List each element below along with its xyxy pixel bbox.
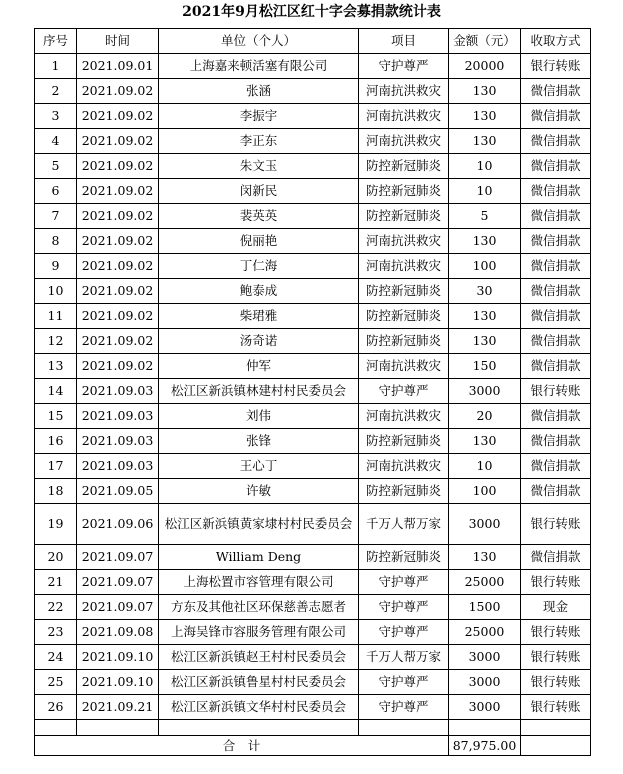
table-row (35, 645, 591, 670)
row-method: 微信捐款 (521, 129, 591, 154)
total-row (35, 736, 591, 756)
row-amount: 130 (449, 304, 521, 329)
table-row (35, 670, 591, 695)
header-method: 收取方式 (521, 29, 591, 54)
table-row (35, 279, 591, 304)
row-no: 14 (35, 379, 77, 404)
row-date: 2021.09.10 (77, 670, 159, 695)
row-project: 河南抗洪救灾 (359, 229, 449, 254)
row-date: 2021.09.02 (77, 179, 159, 204)
row-donor: 上海松置市容管理有限公司 (159, 570, 359, 595)
row-donor: 方东及其他社区环保慈善志愿者 (159, 595, 359, 620)
table-row (35, 570, 591, 595)
row-method: 微信捐款 (521, 79, 591, 104)
blank-cell (35, 720, 77, 736)
row-date: 2021.09.06 (77, 504, 159, 545)
table-row (35, 620, 591, 645)
row-amount: 3000 (449, 670, 521, 695)
table-row (35, 354, 591, 379)
row-project: 河南抗洪救灾 (359, 79, 449, 104)
row-no: 18 (35, 479, 77, 504)
row-project: 守护尊严 (359, 54, 449, 79)
row-donor: 松江区新浜镇文华村村民委员会 (159, 695, 359, 720)
row-amount: 130 (449, 129, 521, 154)
table-row (35, 504, 591, 545)
row-date: 2021.09.03 (77, 454, 159, 479)
row-no: 3 (35, 104, 77, 129)
row-donor: 倪丽艳 (159, 229, 359, 254)
row-amount: 25000 (449, 620, 521, 645)
row-date: 2021.09.02 (77, 304, 159, 329)
row-no: 15 (35, 404, 77, 429)
row-donor: 松江区新浜镇黄家埭村村民委员会 (159, 504, 359, 545)
row-project: 守护尊严 (359, 670, 449, 695)
row-project: 防控新冠肺炎 (359, 429, 449, 454)
row-method: 微信捐款 (521, 104, 591, 129)
row-method: 银行转账 (521, 54, 591, 79)
row-no: 5 (35, 154, 77, 179)
blank-cell (159, 720, 359, 736)
blank-cell (521, 720, 591, 736)
row-no: 26 (35, 695, 77, 720)
row-no: 25 (35, 670, 77, 695)
row-project: 守护尊严 (359, 379, 449, 404)
row-project: 防控新冠肺炎 (359, 545, 449, 570)
table-row (35, 404, 591, 429)
row-project: 防控新冠肺炎 (359, 329, 449, 354)
row-method: 微信捐款 (521, 204, 591, 229)
table-row (35, 429, 591, 454)
table-row (35, 179, 591, 204)
blank-cell (359, 720, 449, 736)
row-method: 微信捐款 (521, 545, 591, 570)
row-amount: 150 (449, 354, 521, 379)
row-no: 9 (35, 254, 77, 279)
row-project: 千万人帮万家 (359, 645, 449, 670)
row-amount: 30 (449, 279, 521, 304)
row-method: 微信捐款 (521, 154, 591, 179)
blank-row (35, 720, 591, 736)
row-method: 银行转账 (521, 504, 591, 545)
row-project: 河南抗洪救灾 (359, 254, 449, 279)
row-amount: 1500 (449, 595, 521, 620)
row-donor: 松江区新浜镇林建村村民委员会 (159, 379, 359, 404)
row-project: 河南抗洪救灾 (359, 354, 449, 379)
row-amount: 3000 (449, 379, 521, 404)
row-no: 19 (35, 504, 77, 545)
row-project: 防控新冠肺炎 (359, 204, 449, 229)
row-donor: 松江区新浜镇鲁星村村民委员会 (159, 670, 359, 695)
row-donor: 鲍泰成 (159, 279, 359, 304)
table-row (35, 79, 591, 104)
row-method: 银行转账 (521, 379, 591, 404)
row-method: 银行转账 (521, 645, 591, 670)
row-no: 1 (35, 54, 77, 79)
table-row (35, 379, 591, 404)
table-row (35, 304, 591, 329)
row-date: 2021.09.02 (77, 279, 159, 304)
table-row (35, 204, 591, 229)
row-project: 守护尊严 (359, 595, 449, 620)
row-donor: 裴英英 (159, 204, 359, 229)
row-donor: 李振宇 (159, 104, 359, 129)
row-no: 24 (35, 645, 77, 670)
row-project: 河南抗洪救灾 (359, 129, 449, 154)
row-date: 2021.09.05 (77, 479, 159, 504)
row-amount: 130 (449, 545, 521, 570)
row-project: 防控新冠肺炎 (359, 279, 449, 304)
row-donor: 柴珺雅 (159, 304, 359, 329)
header-no: 序号 (35, 29, 77, 54)
row-donor: 王心丁 (159, 454, 359, 479)
row-no: 4 (35, 129, 77, 154)
header-row (35, 29, 591, 54)
row-date: 2021.09.02 (77, 79, 159, 104)
row-method: 现金 (521, 595, 591, 620)
row-no: 2 (35, 79, 77, 104)
row-donor: 丁仁海 (159, 254, 359, 279)
table-row (35, 104, 591, 129)
row-donor: 汤奇诺 (159, 329, 359, 354)
row-amount: 130 (449, 79, 521, 104)
row-amount: 3000 (449, 695, 521, 720)
row-date: 2021.09.07 (77, 595, 159, 620)
row-project: 河南抗洪救灾 (359, 404, 449, 429)
row-date: 2021.09.02 (77, 254, 159, 279)
row-date: 2021.09.08 (77, 620, 159, 645)
row-method: 银行转账 (521, 670, 591, 695)
row-amount: 20 (449, 404, 521, 429)
row-no: 12 (35, 329, 77, 354)
table-row (35, 545, 591, 570)
row-project: 防控新冠肺炎 (359, 179, 449, 204)
row-date: 2021.09.10 (77, 645, 159, 670)
row-project: 防控新冠肺炎 (359, 304, 449, 329)
row-method: 微信捐款 (521, 329, 591, 354)
row-method: 银行转账 (521, 695, 591, 720)
row-donor: 松江区新浜镇赵王村村民委员会 (159, 645, 359, 670)
row-project: 河南抗洪救灾 (359, 454, 449, 479)
row-date: 2021.09.02 (77, 204, 159, 229)
row-date: 2021.09.03 (77, 379, 159, 404)
row-amount: 10 (449, 454, 521, 479)
row-donor: 上海吴锋市容服务管理有限公司 (159, 620, 359, 645)
table-row (35, 595, 591, 620)
row-method: 微信捐款 (521, 354, 591, 379)
row-project: 千万人帮万家 (359, 504, 449, 545)
row-amount: 130 (449, 329, 521, 354)
table-row (35, 54, 591, 79)
row-amount: 3000 (449, 645, 521, 670)
row-amount: 130 (449, 104, 521, 129)
row-no: 21 (35, 570, 77, 595)
row-amount: 25000 (449, 570, 521, 595)
total-empty (521, 736, 591, 756)
row-method: 微信捐款 (521, 454, 591, 479)
row-amount: 130 (449, 429, 521, 454)
row-donor: 许敏 (159, 479, 359, 504)
row-method: 银行转账 (521, 620, 591, 645)
row-project: 防控新冠肺炎 (359, 154, 449, 179)
row-method: 微信捐款 (521, 429, 591, 454)
row-method: 微信捐款 (521, 304, 591, 329)
table-row (35, 329, 591, 354)
row-date: 2021.09.07 (77, 545, 159, 570)
header-donor: 单位（个人） (159, 29, 359, 54)
row-amount: 10 (449, 179, 521, 204)
row-amount: 10 (449, 154, 521, 179)
table-row (35, 229, 591, 254)
blank-cell (77, 720, 159, 736)
row-date: 2021.09.02 (77, 129, 159, 154)
page-title: 2021年9月松江区红十字会募捐款统计表 (182, 4, 441, 20)
row-amount: 20000 (449, 54, 521, 79)
row-date: 2021.09.02 (77, 154, 159, 179)
row-no: 20 (35, 545, 77, 570)
row-amount: 130 (449, 229, 521, 254)
table-row (35, 695, 591, 720)
row-project: 河南抗洪救灾 (359, 104, 449, 129)
row-donor: 刘伟 (159, 404, 359, 429)
row-no: 10 (35, 279, 77, 304)
row-no: 17 (35, 454, 77, 479)
row-donor: 上海嘉来顿活塞有限公司 (159, 54, 359, 79)
row-method: 微信捐款 (521, 404, 591, 429)
table-row (35, 454, 591, 479)
row-no: 23 (35, 620, 77, 645)
row-method: 微信捐款 (521, 279, 591, 304)
row-date: 2021.09.21 (77, 695, 159, 720)
row-no: 8 (35, 229, 77, 254)
row-no: 11 (35, 304, 77, 329)
row-date: 2021.09.01 (77, 54, 159, 79)
row-donor: 张锋 (159, 429, 359, 454)
header-project: 项目 (359, 29, 449, 54)
row-project: 守护尊严 (359, 570, 449, 595)
row-method: 微信捐款 (521, 254, 591, 279)
table-row (35, 254, 591, 279)
row-donor: 仲军 (159, 354, 359, 379)
row-date: 2021.09.02 (77, 329, 159, 354)
total-amount: 87,975.00 (449, 736, 521, 756)
row-no: 6 (35, 179, 77, 204)
row-donor: 闵新民 (159, 179, 359, 204)
header-amount: 金额（元） (449, 29, 521, 54)
table-row (35, 479, 591, 504)
row-no: 13 (35, 354, 77, 379)
row-date: 2021.09.02 (77, 229, 159, 254)
row-no: 16 (35, 429, 77, 454)
row-date: 2021.09.02 (77, 104, 159, 129)
row-date: 2021.09.03 (77, 404, 159, 429)
row-project: 防控新冠肺炎 (359, 479, 449, 504)
row-method: 微信捐款 (521, 229, 591, 254)
row-amount: 100 (449, 254, 521, 279)
row-amount: 5 (449, 204, 521, 229)
row-donor: 张涵 (159, 79, 359, 104)
row-date: 2021.09.07 (77, 570, 159, 595)
row-amount: 100 (449, 479, 521, 504)
table-row (35, 129, 591, 154)
row-project: 守护尊严 (359, 695, 449, 720)
row-amount: 3000 (449, 504, 521, 545)
row-date: 2021.09.02 (77, 354, 159, 379)
row-no: 22 (35, 595, 77, 620)
table-row (35, 154, 591, 179)
donation-table (34, 28, 591, 756)
row-method: 银行转账 (521, 570, 591, 595)
header-date: 时间 (77, 29, 159, 54)
row-method: 微信捐款 (521, 179, 591, 204)
blank-cell (449, 720, 521, 736)
row-donor: 朱文玉 (159, 154, 359, 179)
row-method: 微信捐款 (521, 479, 591, 504)
row-no: 7 (35, 204, 77, 229)
row-project: 守护尊严 (359, 620, 449, 645)
row-donor: William Deng (159, 545, 359, 570)
row-date: 2021.09.03 (77, 429, 159, 454)
row-donor: 李正东 (159, 129, 359, 154)
total-label: 合 计 (35, 736, 449, 756)
